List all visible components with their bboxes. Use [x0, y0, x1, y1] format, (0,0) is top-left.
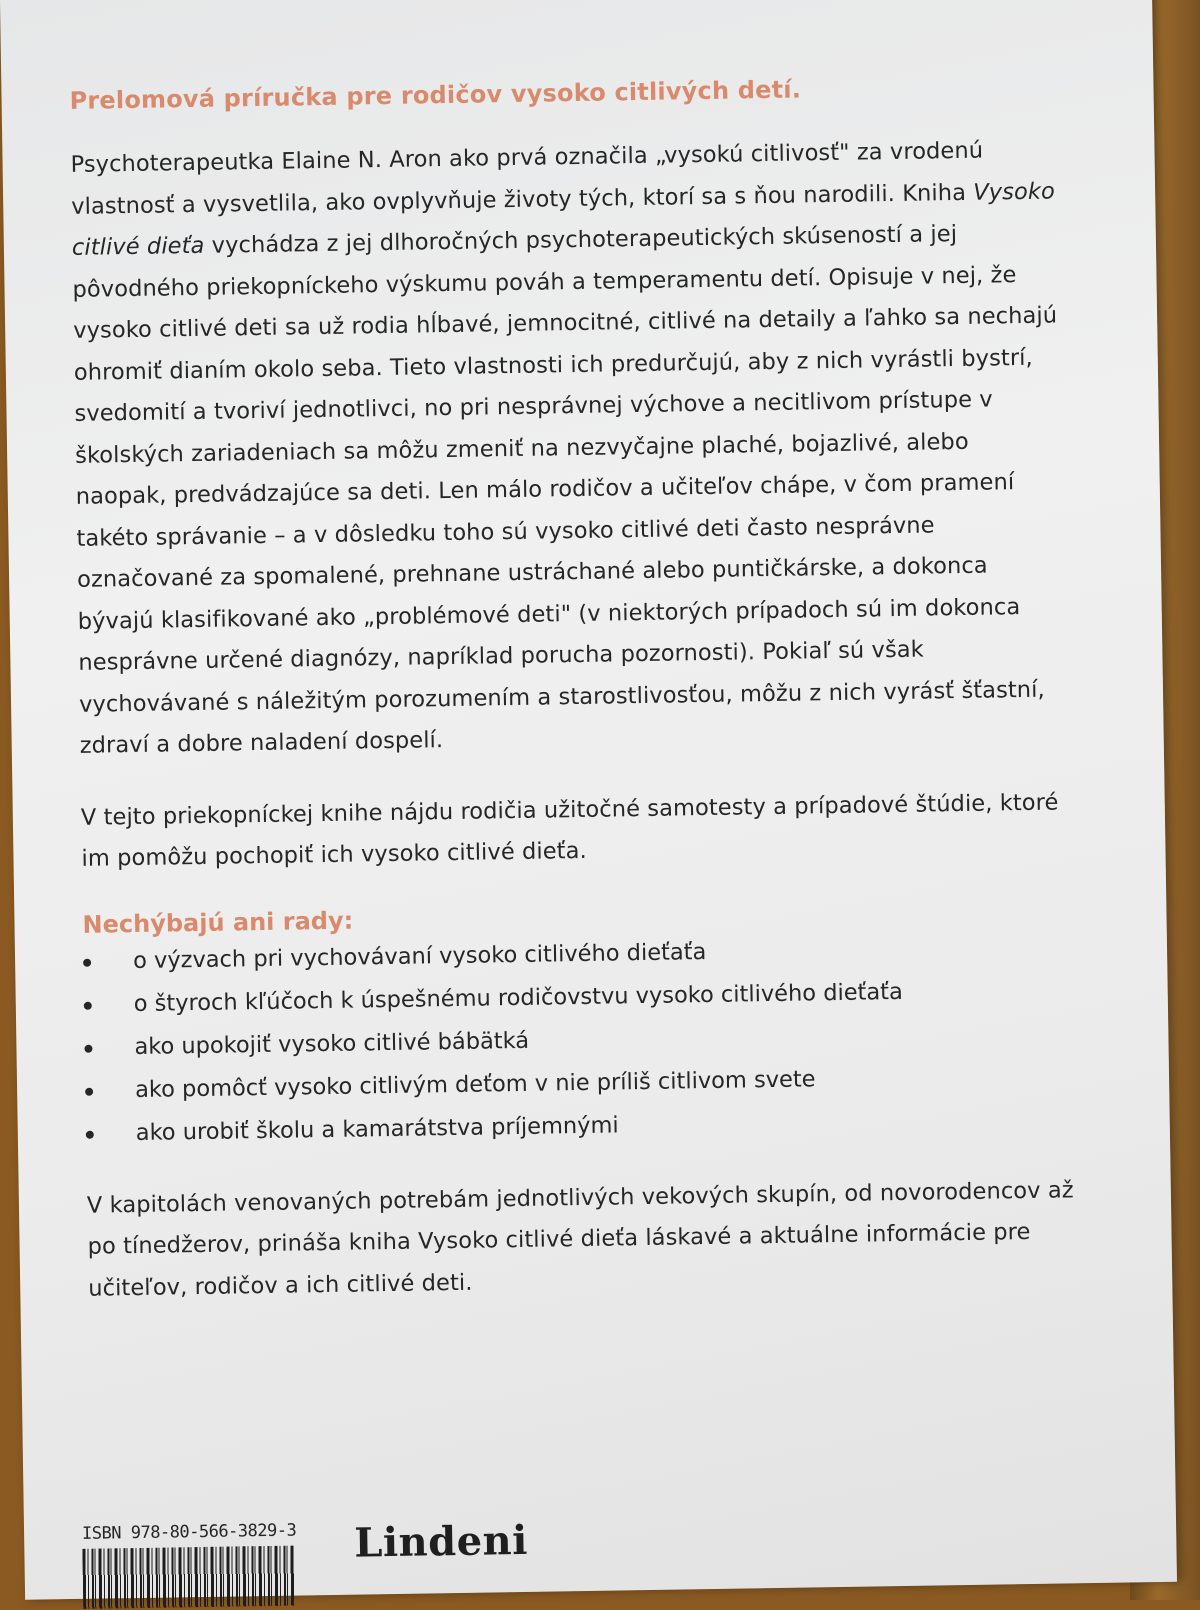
selftest-paragraph: V tejto priekopníckej knihe nájdu rodičia užitočné samotesty a prípadové štúdie, ktoré im pomôžu pochopiť ich vysoko citlivé dieťa.	[80, 788, 1059, 872]
tip-text: o štyroch kľúčoch k úspešnému rodičovstvu vysoko citlivého dieťaťa	[133, 978, 903, 1017]
intro-text-2: vychádza z jej dlhoročných psychoterapeutických skúseností a jej pôvodného priekopníckeho výskumu pováh a temperamentu detí. Opisuje v nej, že vysoko citlivé deti sa už rodia hĺbavé, jemnocitné, citlivé na detaily a ľahko sa nechajú ohromiť dianím okolo seba. Tieto vlastnosti ich predurčujú, aby z nich vyrástli bystrí, svedomití a tvoriví jednotlivci, no pri nesprávnej výchove a necitlivom prístupe v školských zariadeniach sa môžu zmeniť na nezvyčajne plaché, bojazlivé, alebo naopak, predvádzajúce sa deti. Len málo rodičov a učiteľov chápe, v čom pramení takéto správanie – a v dôsledku toho sú vysoko citlivé deti často nesprávne označované za spomalené, prehnane ustráchané alebo puntičkárske, a dokonca bývajú klasifikované ako „problémové deti" (v niektorých prípadoch sú im dokonca nesprávne určené diagnózy, napríklad porucha pozornosti). Pokiaľ sú však vychovávané s náležitým porozumením a starostlivosťou, môžu z nich vyrásť šťastní, zdraví a dobre naladení dospelí.	[72, 220, 1058, 759]
bullet-icon	[84, 1044, 92, 1052]
tip-text: ako pomôcť vysoko citlivým deťom v nie príliš citlivom svete	[134, 1065, 816, 1103]
bullet-icon	[86, 1130, 94, 1138]
tips-heading: Nechýbajú ani rady:	[82, 906, 354, 939]
bullet-icon	[85, 1087, 93, 1095]
book-title-italic: Vysoko citlivé dieťa	[71, 177, 1056, 261]
publisher-logo: Lindeni	[353, 1516, 529, 1567]
bullet-icon	[84, 1001, 92, 1009]
barcode-icon	[82, 1546, 295, 1609]
intro-paragraph	[70, 129, 1070, 767]
isbn-label: ISBN 978-80-566-3829-3	[81, 1520, 297, 1544]
tagline-heading: Prelomová príručka pre rodičov vysoko citlivých detí.	[69, 75, 802, 115]
cover-text	[69, 71, 1079, 1339]
tip-text: o výzvach pri vychovávaní vysoko citlivého dieťaťa	[132, 938, 707, 974]
bullet-icon	[83, 958, 91, 966]
tip-text: ako urobiť školu a kamarátstva príjemnými	[135, 1111, 619, 1146]
tip-text: ako upokojiť vysoko citlivé bábätká	[134, 1027, 530, 1060]
tips-list	[83, 925, 1076, 1156]
intro-text-1: Psychoterapeutka Elaine N. Aron ako prvá označila „vysokú citlivosť" za vrodenú vlastnosť a vysvetlila, ako ovplyvňuje životy tých, ktorí sa s ňou narodili. Kniha	[70, 137, 984, 220]
chapters-paragraph: V kapitolách venovaných potrebám jednotlivých vekových skupín, od novorodencov až po tínedžerov, prináša kniha Vysoko citlivé dieťa láskavé a aktuálne informácie pre učiteľov, rodičov a ich citlivé deti.	[86, 1176, 1074, 1302]
